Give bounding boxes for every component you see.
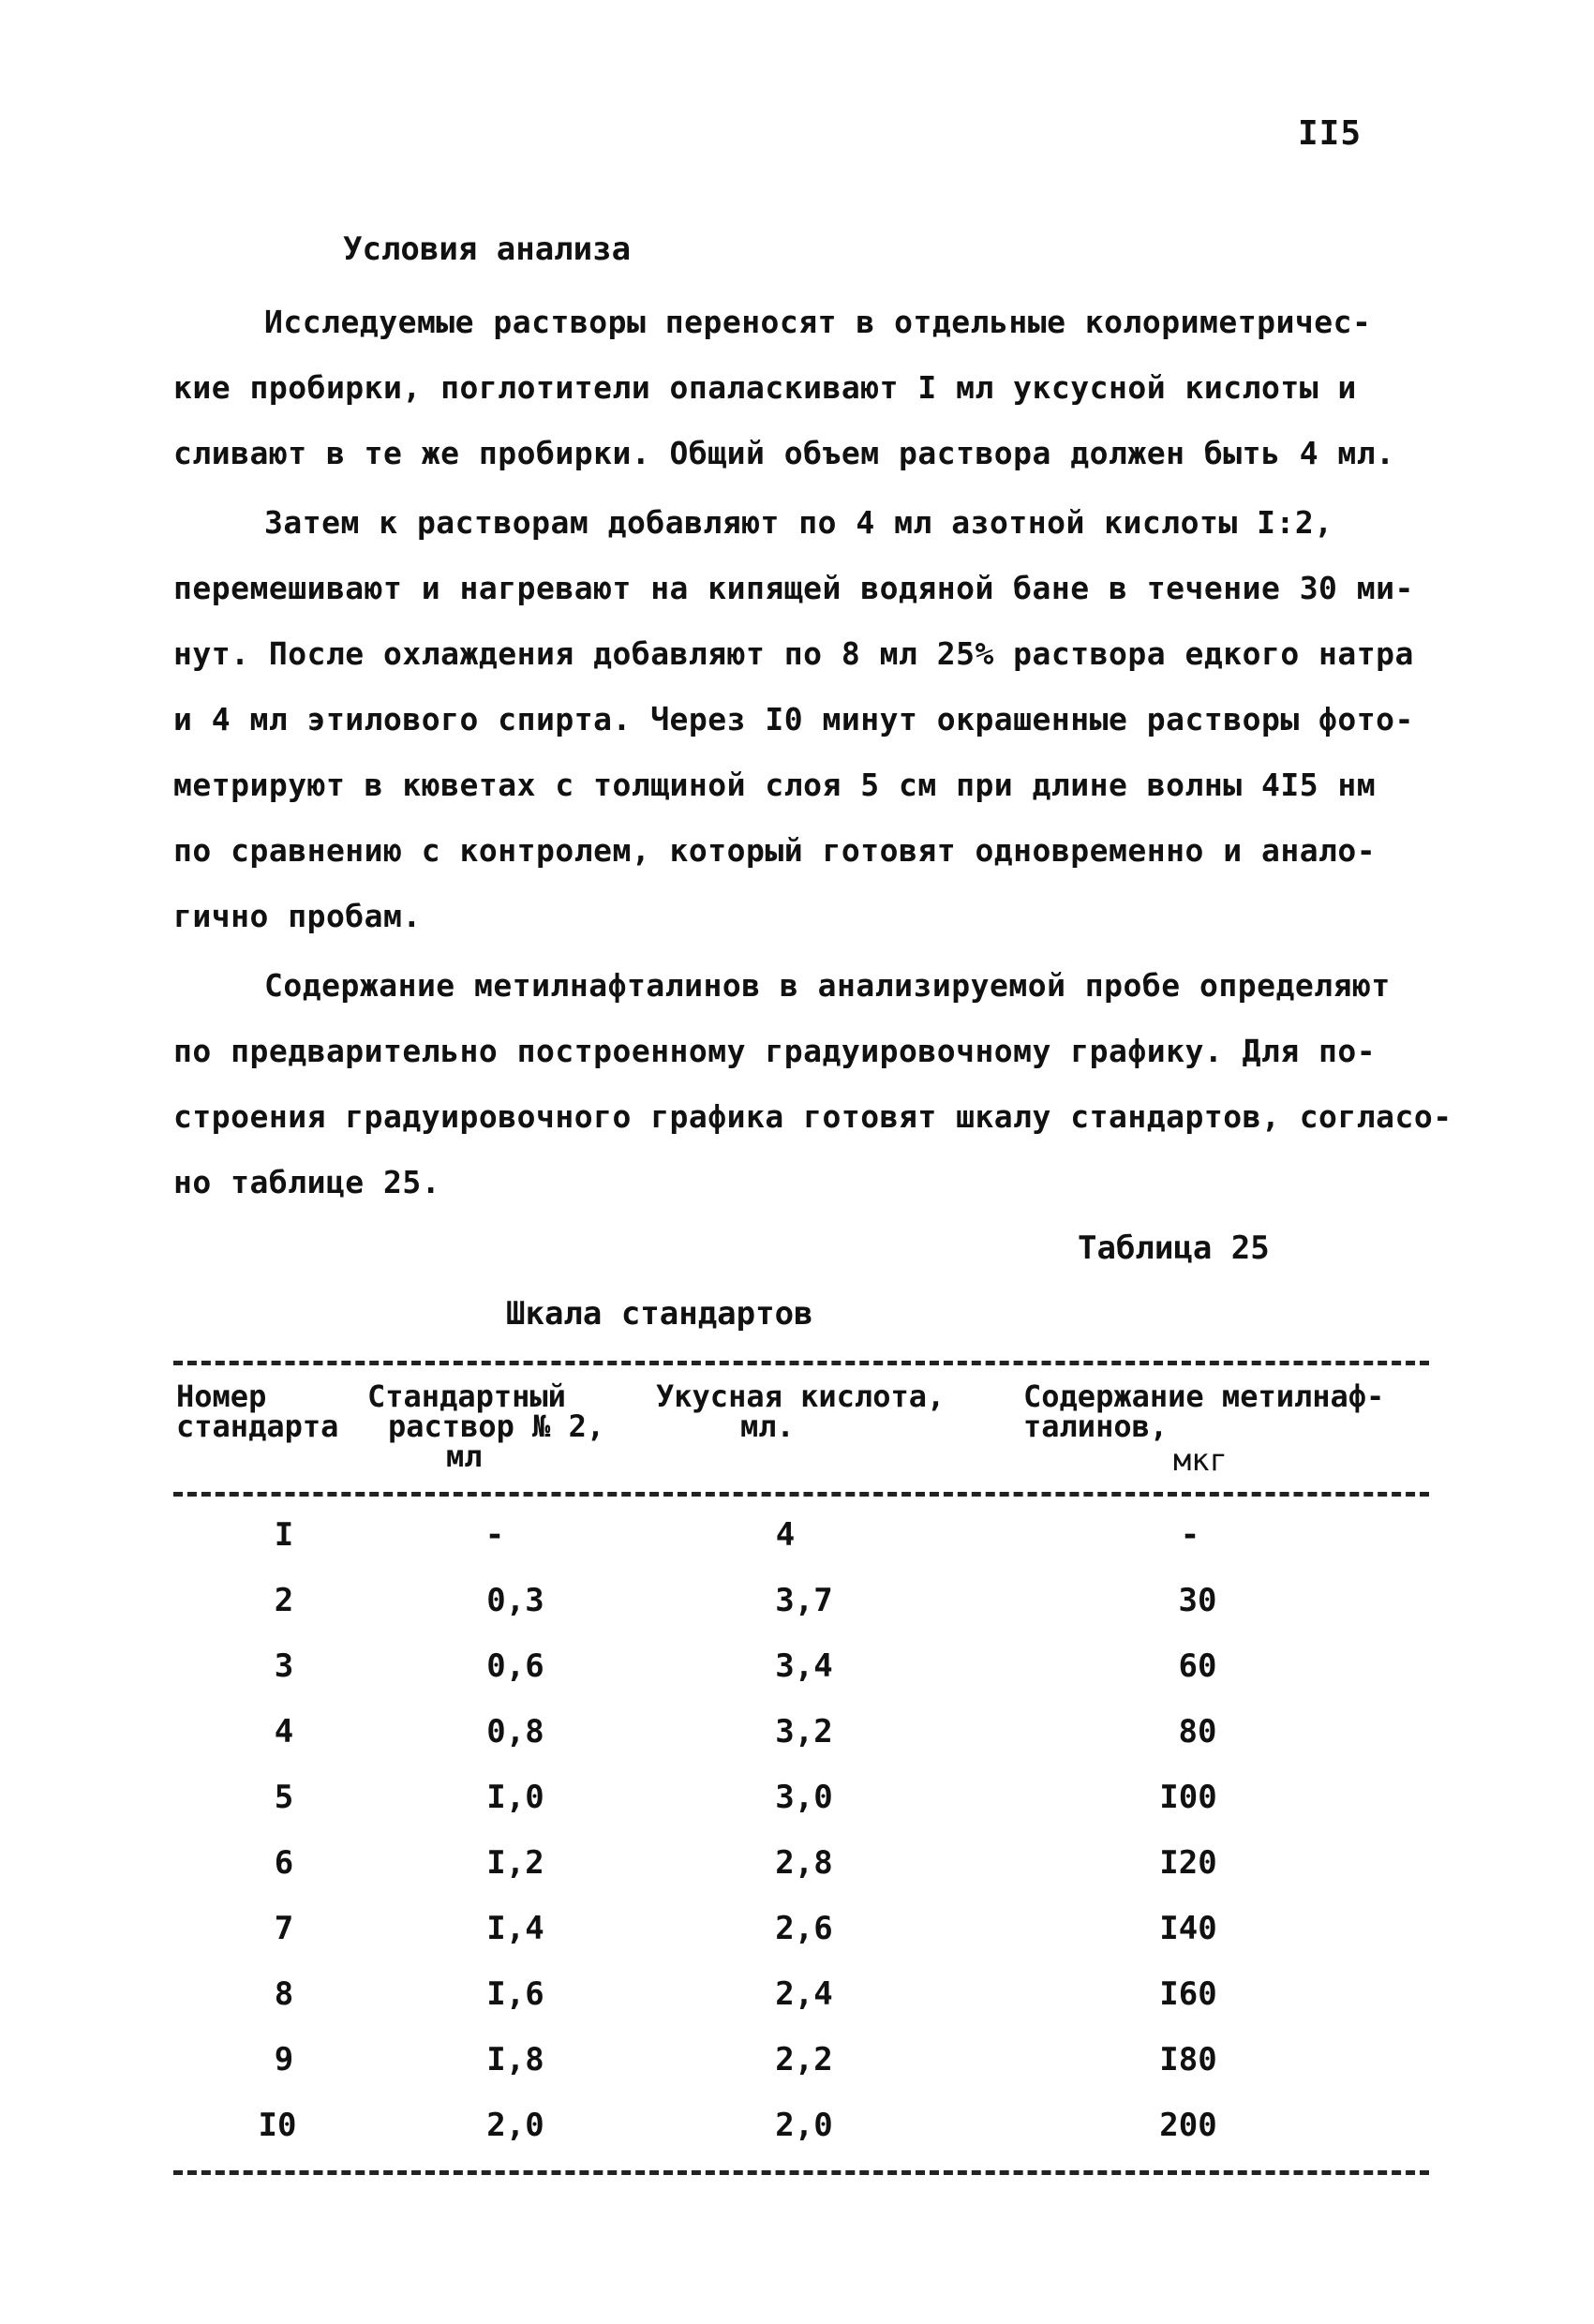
cell-standard-number: 5: [274, 1779, 294, 1816]
cell-acetic-acid: 2,2: [775, 2041, 833, 2078]
cell-methylnaphthalene-content: I60: [1159, 1975, 1217, 2013]
cell-methylnaphthalene-content: I80: [1159, 2041, 1217, 2078]
paragraph-line: нут. После охлаждения добавляют по 8 мл 25% раствора едкого натра: [173, 635, 1414, 672]
cell-standard-number: I0: [258, 2107, 297, 2144]
page-number: II5: [1298, 114, 1363, 153]
cell-acetic-acid: 3,4: [775, 1647, 833, 1685]
cell-standard-solution: 0,6: [486, 1647, 544, 1685]
cell-acetic-acid: 2,6: [775, 1910, 833, 1947]
cell-standard-solution: I,0: [486, 1779, 544, 1816]
cell-standard-solution: 0,8: [486, 1713, 544, 1750]
cell-standard-solution: I,8: [486, 2041, 544, 2078]
cell-standard-solution: I,4: [486, 1910, 544, 1947]
cell-methylnaphthalene-content: -: [1180, 1516, 1200, 1554]
cell-standard-number: 2: [274, 1582, 294, 1619]
header-col1-line2: стандарта: [176, 1408, 339, 1444]
cell-acetic-acid: 2,8: [775, 1844, 833, 1882]
cell-methylnaphthalene-content: 60: [1178, 1647, 1217, 1685]
cell-acetic-acid: 2,0: [775, 2107, 833, 2144]
cell-standard-number: 7: [274, 1910, 294, 1947]
table-top-rule: [173, 1361, 1429, 1365]
header-col2-line1: Стандартный: [367, 1378, 566, 1414]
cell-standard-solution: I,2: [486, 1844, 544, 1882]
cell-standard-number: I: [274, 1516, 294, 1554]
section-title: Условия анализа: [343, 231, 632, 268]
paragraph-line: Затем к растворам добавляют по 4 мл азотной кислоты I:2,: [264, 504, 1333, 541]
header-col4-line1: Содержание метилнаф-: [1023, 1378, 1385, 1414]
cell-methylnaphthalene-content: I00: [1159, 1779, 1217, 1816]
cell-standard-number: 9: [274, 2041, 294, 2078]
header-col4-line2: талинов,: [1023, 1408, 1169, 1444]
cell-standard-number: 6: [274, 1844, 294, 1882]
header-col1-line1: Номер: [176, 1378, 267, 1414]
paragraph-line: но таблице 25.: [173, 1164, 441, 1200]
header-col4-line3: мкг: [1173, 1442, 1228, 1478]
cell-acetic-acid: 3,0: [775, 1779, 833, 1816]
cell-standard-solution: -: [484, 1516, 505, 1554]
paragraph-line: Содержание метилнафталинов в анализируемой пробе определяют: [264, 967, 1391, 1004]
header-col3-line1: Укусная кислота,: [656, 1378, 946, 1414]
paragraph-line: и 4 мл этилового спирта. Через I0 минут окрашенные растворы фото-: [173, 701, 1414, 737]
cell-methylnaphthalene-content: 80: [1178, 1713, 1217, 1750]
header-col2-line2: раствор № 2,: [388, 1408, 605, 1444]
paragraph-line: сливают в те же пробирки. Общий объем раствора должен быть 4 мл.: [173, 435, 1395, 471]
paragraph-line: строения градуировочного графика готовят шкалу стандартов, согласо-: [173, 1098, 1452, 1135]
cell-standard-number: 8: [274, 1975, 294, 2013]
header-col2-line3: мл: [446, 1438, 483, 1474]
cell-acetic-acid: 3,7: [775, 1582, 833, 1619]
table-bottom-rule: [173, 2170, 1429, 2175]
table-header-rule: [173, 1492, 1429, 1497]
cell-methylnaphthalene-content: 30: [1178, 1582, 1217, 1619]
paragraph-line: метрируют в кюветах с толщиной слоя 5 см при длине волны 4I5 нм: [173, 767, 1377, 803]
paragraph-line: кие пробирки, поглотители опаласкивают I мл уксусной кислоты и: [173, 369, 1357, 406]
paragraph-line: Исследуемые растворы переносят в отдельные колориметричес-: [264, 304, 1372, 340]
paragraph-line: по предварительно построенному градуировочному графику. Для по-: [173, 1033, 1377, 1069]
table-title: Шкала стандартов: [506, 1295, 813, 1333]
cell-standard-number: 4: [274, 1713, 294, 1750]
cell-standard-solution: 0,3: [486, 1582, 544, 1619]
table-label: Таблица 25: [1078, 1229, 1270, 1267]
cell-standard-solution: I,6: [486, 1975, 544, 2013]
header-col3-line2: мл.: [740, 1408, 795, 1444]
cell-standard-number: 3: [274, 1647, 294, 1685]
cell-standard-solution: 2,0: [486, 2107, 544, 2144]
paragraph-line: перемешивают и нагревают на кипящей водяной бане в течение 30 ми-: [173, 570, 1414, 606]
cell-acetic-acid: 3,2: [775, 1713, 833, 1750]
cell-methylnaphthalene-content: 200: [1159, 2107, 1217, 2144]
paragraph-line: по сравнению с контролем, который готовят одновременно и анало-: [173, 832, 1377, 869]
paragraph-line: гично пробам.: [173, 898, 422, 934]
cell-acetic-acid: 4: [775, 1516, 796, 1554]
cell-acetic-acid: 2,4: [775, 1975, 833, 2013]
cell-methylnaphthalene-content: I40: [1159, 1910, 1217, 1947]
cell-methylnaphthalene-content: I20: [1159, 1844, 1217, 1882]
